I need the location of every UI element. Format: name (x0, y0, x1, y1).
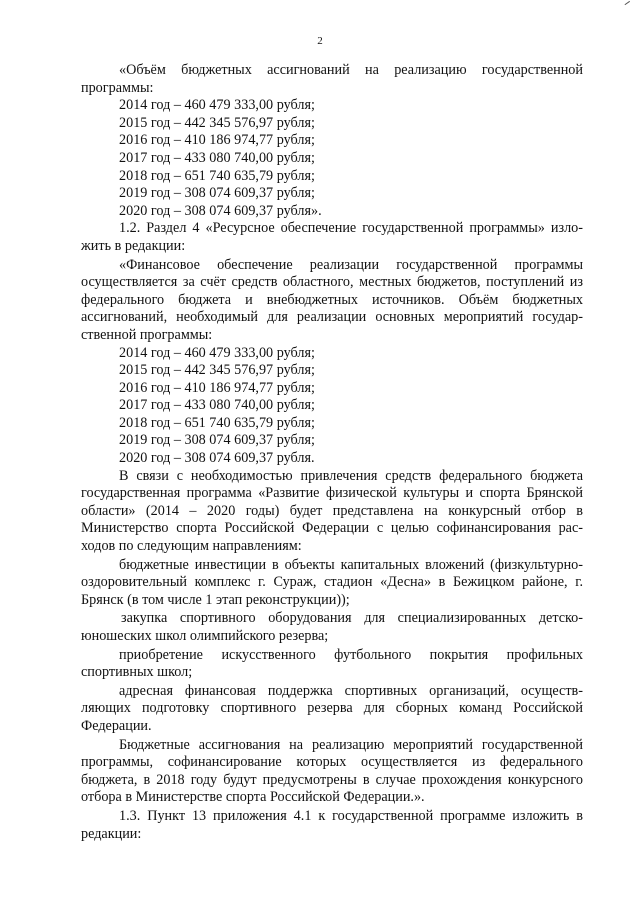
list-item: 2019 год – 308 074 609,37 рубля; (119, 432, 315, 449)
budget-year-list-1 (81, 97, 583, 220)
document-body (81, 62, 583, 843)
paragraph-financing: «Финансовое обеспечение реализации государственной программы осуществляется за счёт средств областного, местных бюджетов, поступлений из федерального бюджета и внебюджетных источников. Объём бюджетных ассигнований, необходимый для реализации основных мероприятий государственной программы: (81, 256, 583, 343)
budget-year-list-2 (81, 345, 583, 468)
list-item: 2020 год – 308 074 609,37 рубля. (119, 450, 315, 467)
paragraph-capital-investment: бюджетные инвестиции в объекты капитальных вложений (физкультурно-оздоровительный комплекс г. Сураж, стадион «Десна» в Бежицком районе, г. Брянск (в том числе 1 этап реконструкции)); (81, 556, 583, 608)
paragraph-financial-support: адресная финансовая поддержка спортивных организаций, осуществляющих подготовку спортивного резерва для сборных команд Российской Федерации. (81, 682, 583, 734)
paragraph-football-turf: приобретение искусственного футбольного покрытия профильных спортивных школ; (81, 646, 583, 681)
paragraph-budget-2018: Бюджетные ассигнования на реализацию мероприятий государственной программы, софинансирование которых осуществляется из федерального бюджета, в 2018 году будут предусмотрены в случае прохождения конкурсного отбора в Министерстве спорта Российской Федерации.». (81, 736, 583, 806)
paragraph-equipment-purchase: закупка спортивного оборудования для специализированных детско-юношеских школ олимпийского резерва; (81, 610, 583, 644)
list-item: 2016 год – 410 186 974,77 рубля; (119, 379, 315, 396)
list-item: 2019 год – 308 074 609,37 рубля; (119, 185, 315, 202)
paragraph-section-4: 1.2. Раздел 4 «Ресурсное обеспечение государственной программы» изложить в редакции: (81, 220, 583, 254)
paragraph-budget-intro: «Объём бюджетных ассигнований на реализацию государственной программы: (81, 62, 583, 96)
paragraph-point-13: 1.3. Пункт 13 приложения 4.1 к государственной программе изложить в редакции: (81, 807, 583, 842)
list-item: 2017 год – 433 080 740,00 рубля; (119, 397, 315, 414)
list-item: 2020 год – 308 074 609,37 рубля». (119, 202, 322, 219)
list-item: 2017 год – 433 080 740,00 рубля; (119, 149, 315, 166)
list-item: 2015 год – 442 345 576,97 рубля; (119, 362, 315, 379)
paragraph-federal-funding: В связи с необходимостью привлечения средств федерального бюджета государственная программа «Развитие физической культуры и спорта Брянской области» (2014 – 2020 годы) будет представлена на конкурсный отбор в Министерство спорта Российской Федерации с целью софинансирования расходов по следующим направлениям: (81, 467, 583, 555)
scan-corner-mark (625, 1, 634, 10)
list-item: 2018 год – 651 740 635,79 рубля; (119, 167, 315, 184)
page-number: 2 (317, 35, 323, 47)
list-item: 2014 год – 460 479 333,00 рубля; (119, 97, 315, 114)
list-item: 2016 год – 410 186 974,77 рубля; (119, 132, 315, 149)
list-item: 2014 год – 460 479 333,00 рубля; (119, 344, 315, 361)
list-item: 2018 год – 651 740 635,79 рубля; (119, 414, 315, 431)
list-item: 2015 год – 442 345 576,97 рубля; (119, 114, 315, 131)
